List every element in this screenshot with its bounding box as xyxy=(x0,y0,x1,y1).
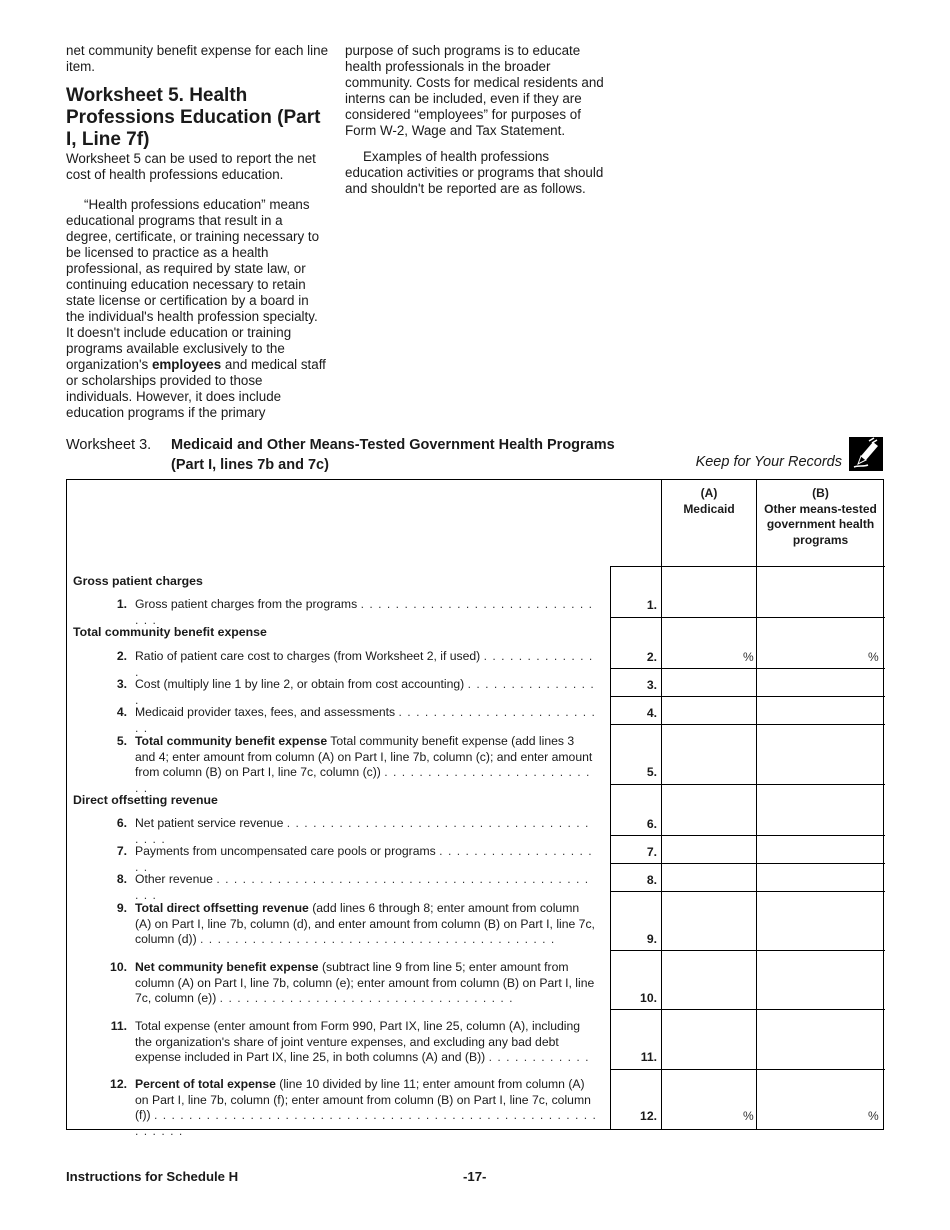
row-text: (subtract line 9 from line 5; enter amount from column (A) on Part I, line 7b, column (e); enter amount from column (B) on Part I, line 7c, column (e)) xyxy=(135,960,595,1005)
row-number: 1. xyxy=(116,597,127,611)
pencil-icon xyxy=(849,437,883,471)
row-rule xyxy=(610,696,885,697)
row-text: (line 10 divided by line 11; enter amount from column (A) on Part I, line 7b, column (f); enter amount from column (B) on Part I, line 7c, column (f)) xyxy=(135,1077,591,1122)
keep-records-note: Keep for Your Records xyxy=(695,454,842,470)
column-name: Medicaid xyxy=(683,501,735,516)
row-number: 8. xyxy=(116,872,127,886)
row-lead: Total direct offsetting revenue xyxy=(135,901,309,915)
line-number: 5. xyxy=(646,765,657,779)
intro-paragraph: net community benefit expense for each line item. xyxy=(66,43,329,74)
row-text: Gross patient charges from the programs xyxy=(135,597,358,611)
section-total-community-benefit-expense: Total community benefit expense xyxy=(73,625,267,639)
row-rule xyxy=(610,784,885,785)
worksheet-5-paragraph-1: Worksheet 5 can be used to report the net cost of health professions education. xyxy=(66,151,316,182)
bold-term: employees xyxy=(151,357,222,372)
row-text: Cost (multiply line 1 by line 2, or obtain from cost accounting) xyxy=(135,677,465,691)
line-number: 11. xyxy=(640,1050,657,1064)
row-lead: Total community benefit expense xyxy=(135,734,328,748)
row-rule xyxy=(610,1069,885,1070)
paragraph-text: “Health professions education” means educational programs that result in a degree, certificate, or training necessary to be licensed to practice as a health professional, as required by state law, or continuing education necessary to retain state license or certification by a board in the individual's health profession specialty. It doesn't include education or training programs available exclusively to the organization's xyxy=(66,197,320,372)
row-rule xyxy=(610,566,885,567)
worksheet-3-table xyxy=(66,479,884,1138)
worksheet-3-header xyxy=(66,435,886,475)
section-direct-offsetting-revenue: Direct offsetting revenue xyxy=(73,793,218,807)
right-text-column xyxy=(345,43,607,197)
row-text: Net patient service revenue xyxy=(135,816,284,830)
page-number: -17- xyxy=(463,1169,487,1184)
table-row: Cost (multiply line 1 by line 2, or obtain from cost accounting) . . . . . . . . . . . . . . . . xyxy=(135,677,595,707)
column-letter: (A) xyxy=(700,486,718,500)
row-lead: Percent of total expense xyxy=(135,1077,276,1091)
paragraph-text: and medical staff or scholarships provided to those individuals. However, it does include education programs if the primary xyxy=(66,357,326,420)
worksheet-3-label: Worksheet 3. xyxy=(66,437,152,453)
worksheet-5-paragraph-2 xyxy=(66,197,328,421)
table-row: Net patient service revenue . . . . . . . . . . . . . . . . . . . . . . . . . . . . . . . . . . . . . . . xyxy=(135,816,590,846)
row-text: Total expense (enter amount from Form 990, Part IX, line 25, column (A), including the organization's share of joint venture expenses, and excluding any bad debt expense included in Part IX, line 25, in both columns (A) and (B)) xyxy=(135,1019,581,1064)
percent-sign: % xyxy=(743,650,754,664)
row-rule xyxy=(610,863,885,864)
row-number: 4. xyxy=(116,705,127,719)
line-number: 8. xyxy=(646,873,657,887)
line-number: 7. xyxy=(646,845,657,859)
row-number: 6. xyxy=(116,816,127,830)
row-rule xyxy=(610,950,885,951)
row-text: Ratio of patient care cost to charges (from Worksheet 2, if used) xyxy=(135,649,481,663)
row-rule xyxy=(610,668,885,669)
section-gross-patient-charges: Gross patient charges xyxy=(73,574,203,588)
line-number: 1. xyxy=(646,598,657,612)
row-text: Total community benefit expense (add lines 3 and 4; enter amount from column (A) on Part I, line 7b, column (c); and enter amount from column (B) on Part I, line 7c, column (c)) xyxy=(135,734,593,779)
worksheet-5-title: Worksheet 5. Health Professions Education (Part I, Line 7f) xyxy=(66,85,321,150)
row-rule xyxy=(610,891,885,892)
table-row: Other revenue . . . . . . . . . . . . . . . . . . . . . . . . . . . . . . . . . . . . . . . . . . . . . . xyxy=(135,872,590,902)
column-letter: (B) xyxy=(812,486,829,500)
row-rule xyxy=(610,835,885,836)
column-divider xyxy=(661,480,662,1130)
row-number: 11. xyxy=(110,1019,127,1033)
row-number: 3. xyxy=(116,677,127,691)
row-rule xyxy=(610,724,885,725)
left-text-column xyxy=(66,43,328,421)
row-rule xyxy=(610,1009,885,1010)
row-text: Payments from uncompensated care pools or programs xyxy=(135,844,436,858)
right-paragraph-2: Examples of health professions education activities or programs that should and shouldn't be reported are as follows. xyxy=(345,149,604,196)
column-name: Other means-tested government health programs xyxy=(764,501,877,547)
line-number: 3. xyxy=(646,678,657,692)
line-number: 4. xyxy=(646,706,657,720)
column-divider xyxy=(756,480,757,1130)
percent-sign: % xyxy=(743,1109,754,1123)
table-row: Total expense (enter amount from Form 990, Part IX, line 25, column (A), including the organization's share of joint venture expenses, and excluding any bad debt expense included in Part IX, line 25, in both columns (A) and (B)) . . . . . . . . . . . . xyxy=(135,1019,590,1064)
row-number: 12. xyxy=(110,1077,127,1091)
table-row: Net community benefit expense (subtract line 9 from line 5; enter amount from column (A) on Part I, line 7b, column (e); enter amount from column (B) on Part I, line 7c, column (e)) . . . . . . . . . . . . . . . . . . . . . . . . . . . . . . . . . . xyxy=(135,960,595,1005)
table-row: Total direct offsetting revenue (add lines 6 through 8; enter amount from column (A) on Part I, line 7b, column (d), and enter amount from column (B) on Part I, line 7c, column (d)) . . . . . . . . . . . . . . . . . . . . . . . . . . . . . . . . . . . . . . . . . xyxy=(135,901,595,946)
worksheet-3-title: Medicaid and Other Means-Tested Government Health Programs (Part I, lines 7b and 7c) xyxy=(171,437,615,473)
row-number: 10. xyxy=(110,960,127,974)
percent-sign: % xyxy=(868,650,879,664)
table-row: Medicaid provider taxes, fees, and assessments . . . . . . . . . . . . . . . . . . . . . . . . . xyxy=(135,705,596,735)
table-row: Ratio of patient care cost to charges (from Worksheet 2, if used) . . . . . . . . . . . . . . xyxy=(135,649,594,679)
row-rule xyxy=(610,617,885,618)
table-row: Percent of total expense (line 10 divided by line 11; enter amount from column (A) on Part I, line 7b, column (f); enter amount from column (B) on Part I, line 7c, column (f)) . . . . . . . . . . . . . . . . . . . . . . . . . . . . . . . . . . . . . . . . . . . . . . . . . . . . . . . . . xyxy=(135,1077,597,1138)
line-number: 2. xyxy=(646,650,657,664)
column-a-heading xyxy=(662,486,756,517)
row-text: (add lines 6 through 8; enter amount from column (A) on Part I, line 7b, column (d), and enter amount from column (B) on Part I, line 7c, column (d)) xyxy=(135,901,595,946)
line-number: 6. xyxy=(646,817,657,831)
row-number: 9. xyxy=(116,901,127,915)
line-number: 12. xyxy=(640,1109,657,1123)
row-number: 2. xyxy=(116,649,127,663)
footer-title: Instructions for Schedule H xyxy=(66,1169,239,1184)
table-row: Payments from uncompensated care pools or programs . . . . . . . . . . . . . . . . . . . . xyxy=(135,844,593,874)
row-number: 7. xyxy=(116,844,127,858)
row-text: Medicaid provider taxes, fees, and assessments xyxy=(135,705,396,719)
line-number: 9. xyxy=(646,932,657,946)
table-row: Total community benefit expense Total community benefit expense (add lines 3 and 4; enter amount from column (A) on Part I, line 7b, column (c); and enter amount from column (B) on Part I, line 7c, column (c)) . . . . . . . . . . . . . . . . . . . . . . . . . . xyxy=(135,734,593,795)
line-number: 10. xyxy=(640,991,657,1005)
percent-sign: % xyxy=(868,1109,879,1123)
row-text: Other revenue xyxy=(135,872,213,886)
column-b-heading xyxy=(757,486,884,548)
table-row: Gross patient charges from the programs . . . . . . . . . . . . . . . . . . . . . . . . . . . . . . xyxy=(135,597,594,627)
row-number: 5. xyxy=(116,734,127,748)
row-lead: Net community benefit expense xyxy=(135,960,319,974)
right-paragraph-1: purpose of such programs is to educate health professionals in the broader community. Costs for medical residents and interns can be included, even if they are considered “employees” for purposes of Form W-2, Wage and Tax Statement. xyxy=(345,43,604,138)
